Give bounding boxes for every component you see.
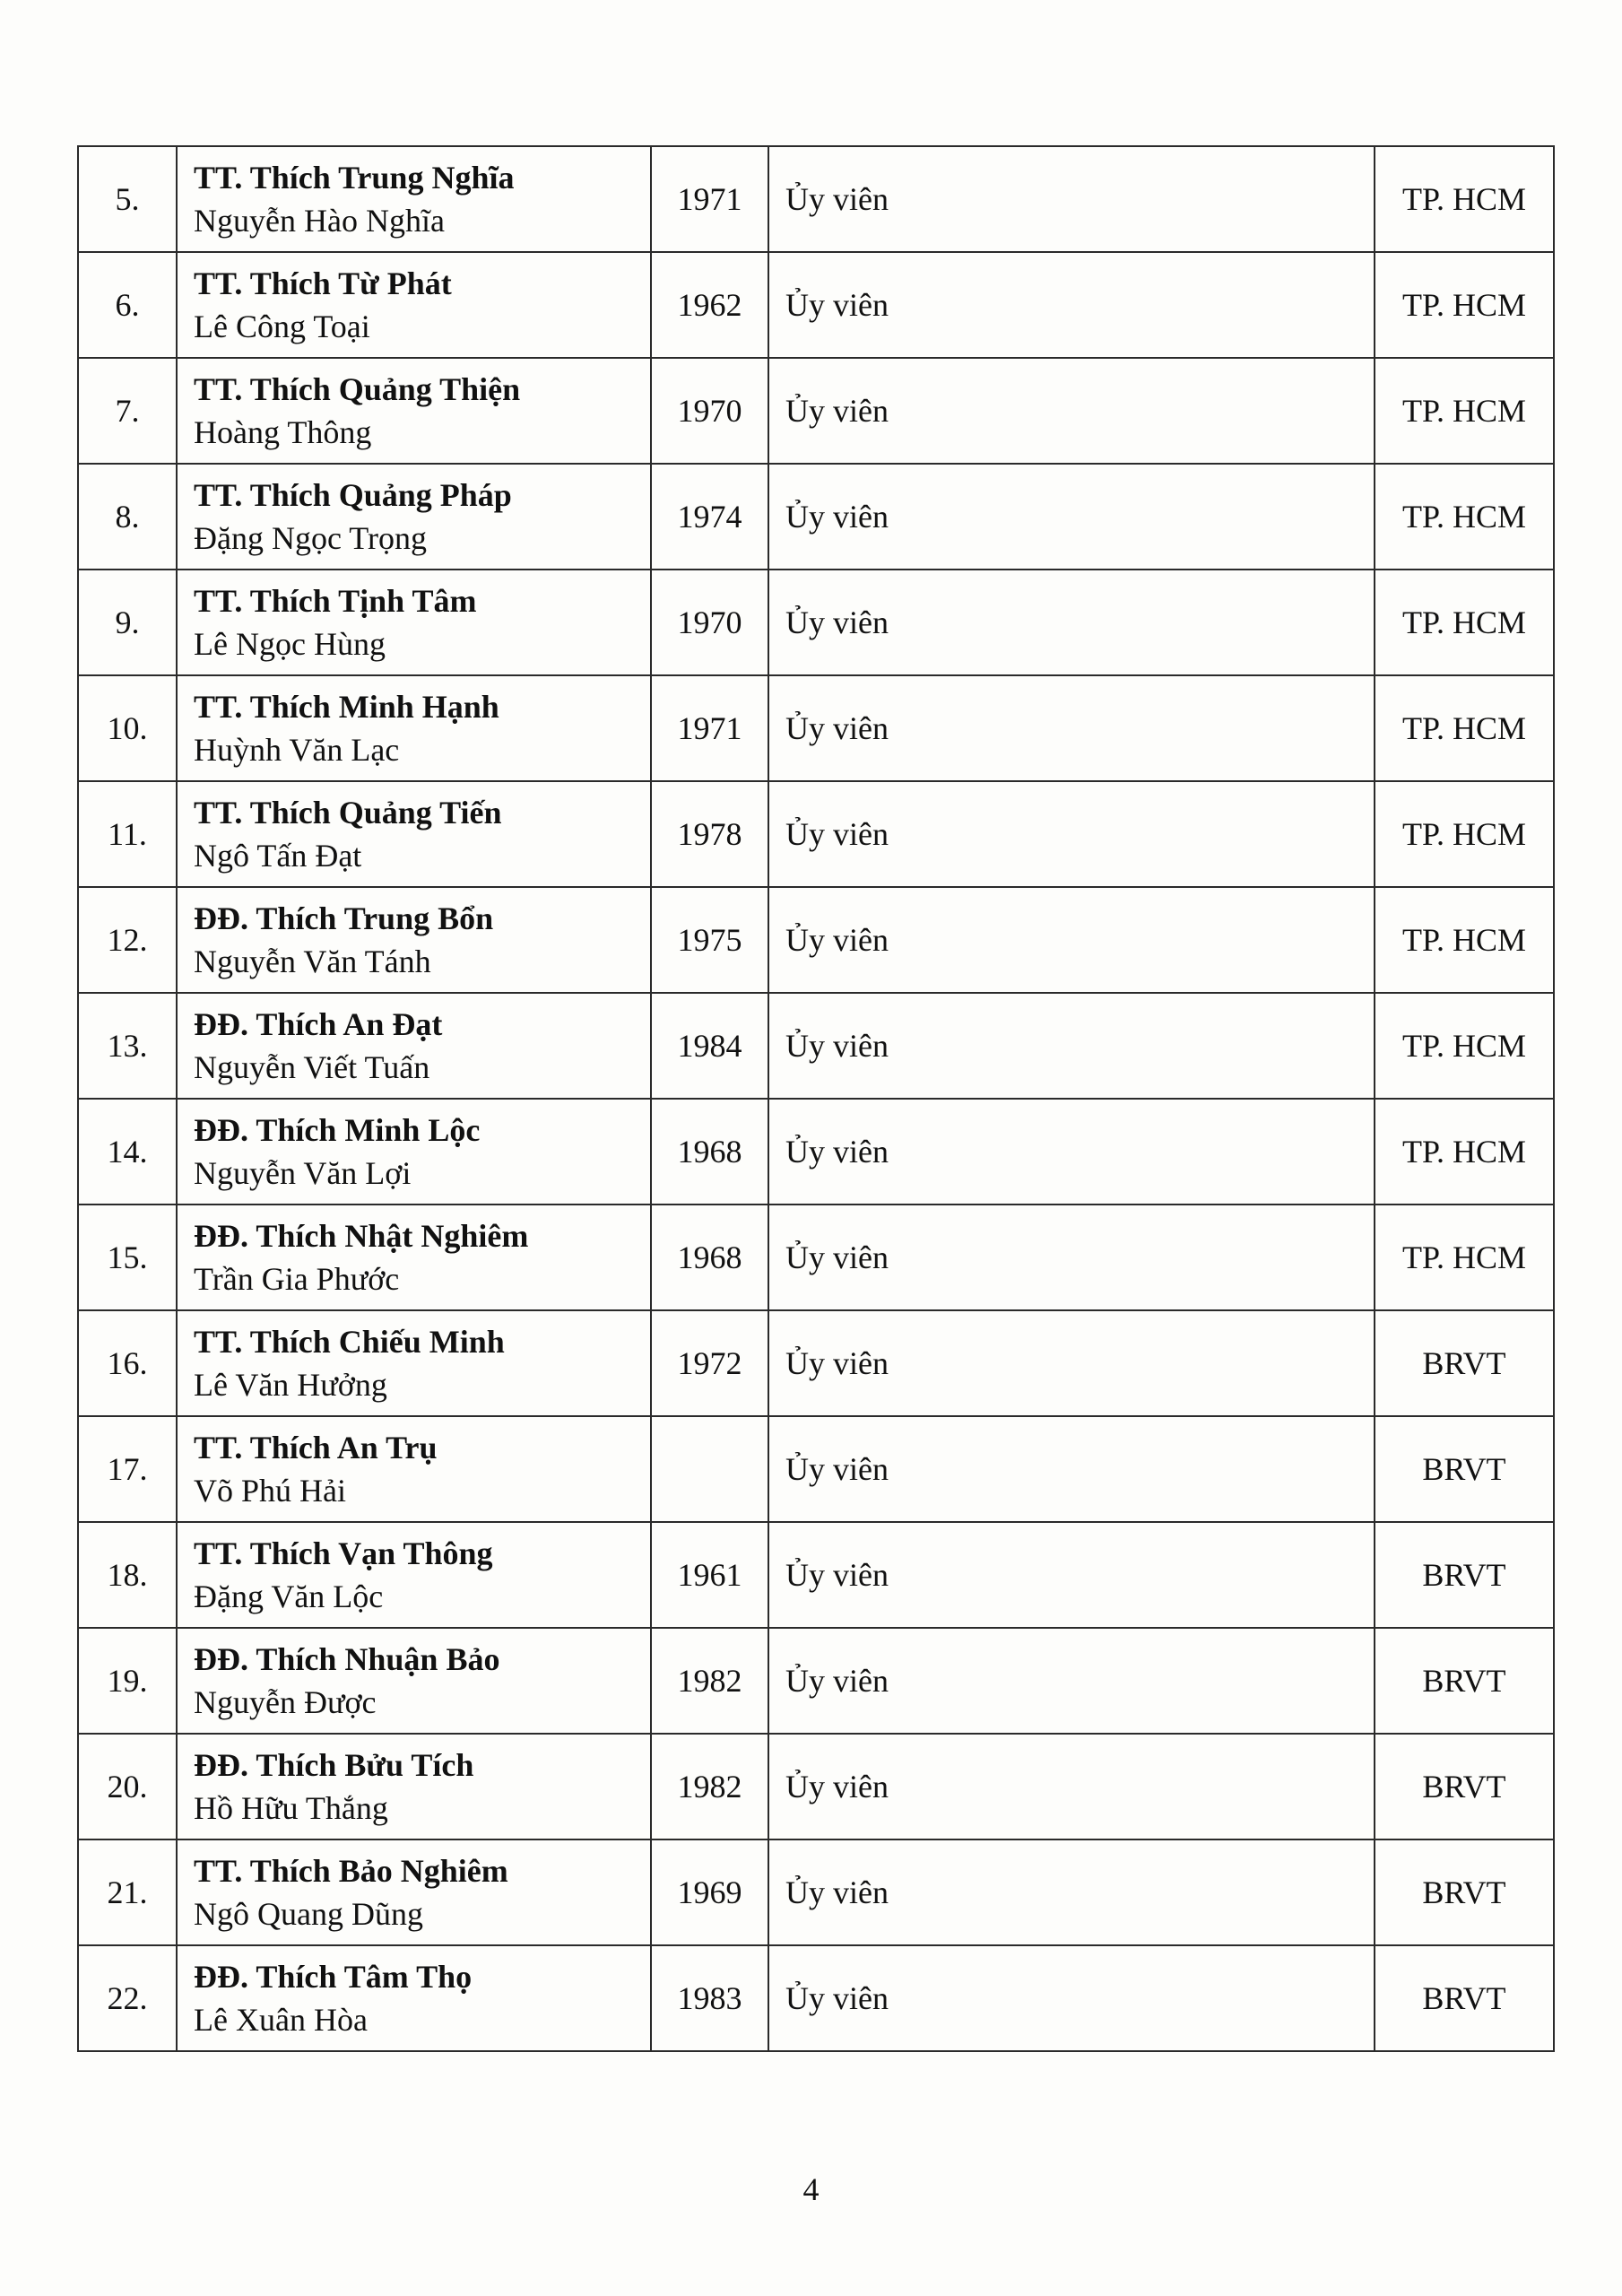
name-cell [177, 358, 651, 464]
name-cell [177, 1099, 651, 1205]
lay-name: Nguyễn Hào Nghĩa [194, 203, 445, 239]
name-cell [177, 146, 651, 252]
name-cell [177, 993, 651, 1099]
birth-year: 1982 [651, 1628, 768, 1734]
religious-name: ĐĐ. Thích Tâm Thọ [194, 1959, 473, 1995]
place-cell: TP. HCM [1375, 675, 1554, 781]
religious-name: ĐĐ. Thích Nhuận Bảo [194, 1641, 500, 1677]
place-cell: BRVT [1375, 1522, 1554, 1628]
place-cell: BRVT [1375, 1628, 1554, 1734]
table-row [78, 1945, 1554, 2051]
lay-name: Lê Công Toại [194, 309, 370, 344]
table-row [78, 1734, 1554, 1839]
name-cell [177, 1522, 651, 1628]
religious-name: ĐĐ. Thích Minh Lộc [194, 1112, 481, 1148]
table-row [78, 781, 1554, 887]
lay-name: Nguyễn Viết Tuấn [194, 1049, 430, 1085]
table-row [78, 993, 1554, 1099]
religious-name: TT. Thích Trung Nghĩa [194, 160, 515, 196]
lay-name: Đặng Ngọc Trọng [194, 520, 428, 556]
birth-year: 1978 [651, 781, 768, 887]
row-number: 22. [78, 1945, 177, 2051]
row-number: 15. [78, 1205, 177, 1310]
name-cell [177, 464, 651, 570]
birth-year: 1968 [651, 1205, 768, 1310]
lay-name: Ngô Quang Dũng [194, 1896, 423, 1932]
role-cell: Ủy viên [768, 887, 1375, 993]
place-cell: TP. HCM [1375, 252, 1554, 358]
role-cell: Ủy viên [768, 1839, 1375, 1945]
table-row [78, 1628, 1554, 1734]
place-cell: TP. HCM [1375, 887, 1554, 993]
religious-name: TT. Thích Chiếu Minh [194, 1324, 505, 1360]
religious-name: ĐĐ. Thích Bửu Tích [194, 1747, 474, 1783]
role-cell: Ủy viên [768, 1734, 1375, 1839]
row-number: 19. [78, 1628, 177, 1734]
role-cell: Ủy viên [768, 1205, 1375, 1310]
place-cell: BRVT [1375, 1945, 1554, 2051]
place-cell: TP. HCM [1375, 570, 1554, 675]
row-number: 13. [78, 993, 177, 1099]
lay-name: Nguyễn Văn Lợi [194, 1155, 412, 1191]
lay-name: Võ Phú Hải [194, 1473, 346, 1509]
role-cell: Ủy viên [768, 675, 1375, 781]
place-cell: TP. HCM [1375, 1099, 1554, 1205]
member-table-body [78, 146, 1554, 2051]
birth-year [651, 1416, 768, 1522]
row-number: 5. [78, 146, 177, 252]
table-row [78, 146, 1554, 252]
table-row [78, 358, 1554, 464]
role-cell: Ủy viên [768, 1310, 1375, 1416]
table-row [78, 1099, 1554, 1205]
row-number: 20. [78, 1734, 177, 1839]
table-row [78, 1839, 1554, 1945]
lay-name: Lê Văn Hưởng [194, 1367, 387, 1403]
name-cell [177, 1310, 651, 1416]
birth-year: 1971 [651, 146, 768, 252]
row-number: 18. [78, 1522, 177, 1628]
row-number: 7. [78, 358, 177, 464]
row-number: 9. [78, 570, 177, 675]
role-cell: Ủy viên [768, 1945, 1375, 2051]
religious-name: ĐĐ. Thích Trung Bổn [194, 900, 494, 936]
name-cell [177, 675, 651, 781]
row-number: 12. [78, 887, 177, 993]
table-row [78, 675, 1554, 781]
religious-name: TT. Thích Quảng Tiến [194, 795, 502, 831]
birth-year: 1969 [651, 1839, 768, 1945]
role-cell: Ủy viên [768, 1099, 1375, 1205]
lay-name: Hồ Hữu Thắng [194, 1790, 388, 1826]
page-number: 4 [802, 2171, 820, 2207]
role-cell: Ủy viên [768, 146, 1375, 252]
birth-year: 1970 [651, 358, 768, 464]
birth-year: 1984 [651, 993, 768, 1099]
table-row [78, 887, 1554, 993]
place-cell: BRVT [1375, 1416, 1554, 1522]
place-cell: BRVT [1375, 1310, 1554, 1416]
religious-name: TT. Thích Quảng Thiện [194, 371, 521, 407]
place-cell: BRVT [1375, 1839, 1554, 1945]
birth-year: 1970 [651, 570, 768, 675]
role-cell: Ủy viên [768, 1522, 1375, 1628]
name-cell [177, 1945, 651, 2051]
lay-name: Hoàng Thông [194, 414, 372, 450]
lay-name: Nguyễn Văn Tánh [194, 944, 431, 979]
birth-year: 1982 [651, 1734, 768, 1839]
row-number: 21. [78, 1839, 177, 1945]
table-row [78, 1416, 1554, 1522]
religious-name: ĐĐ. Thích An Đạt [194, 1006, 443, 1042]
birth-year: 1974 [651, 464, 768, 570]
name-cell [177, 781, 651, 887]
role-cell: Ủy viên [768, 252, 1375, 358]
religious-name: TT. Thích Vạn Thông [194, 1535, 493, 1571]
table-row [78, 252, 1554, 358]
religious-name: TT. Thích Bảo Nghiêm [194, 1853, 508, 1889]
lay-name: Nguyễn Được [194, 1684, 377, 1720]
place-cell: TP. HCM [1375, 146, 1554, 252]
place-cell: TP. HCM [1375, 464, 1554, 570]
place-cell: TP. HCM [1375, 993, 1554, 1099]
row-number: 10. [78, 675, 177, 781]
row-number: 17. [78, 1416, 177, 1522]
birth-year: 1972 [651, 1310, 768, 1416]
table-row [78, 570, 1554, 675]
role-cell: Ủy viên [768, 358, 1375, 464]
role-cell: Ủy viên [768, 993, 1375, 1099]
lay-name: Lê Xuân Hòa [194, 2002, 368, 2038]
birth-year: 1983 [651, 1945, 768, 2051]
role-cell: Ủy viên [768, 570, 1375, 675]
row-number: 11. [78, 781, 177, 887]
row-number: 14. [78, 1099, 177, 1205]
lay-name: Đặng Văn Lộc [194, 1578, 384, 1614]
lay-name: Ngô Tấn Đạt [194, 838, 362, 874]
lay-name: Huỳnh Văn Lạc [194, 732, 400, 768]
lay-name: Trần Gia Phước [194, 1261, 400, 1297]
birth-year: 1971 [651, 675, 768, 781]
row-number: 16. [78, 1310, 177, 1416]
role-cell: Ủy viên [768, 781, 1375, 887]
name-cell [177, 252, 651, 358]
place-cell: TP. HCM [1375, 358, 1554, 464]
religious-name: TT. Thích Từ Phát [194, 265, 452, 301]
name-cell [177, 1416, 651, 1522]
table-row [78, 1522, 1554, 1628]
name-cell [177, 570, 651, 675]
role-cell: Ủy viên [768, 1628, 1375, 1734]
name-cell [177, 1205, 651, 1310]
name-cell [177, 1839, 651, 1945]
row-number: 8. [78, 464, 177, 570]
birth-year: 1962 [651, 252, 768, 358]
religious-name: ĐĐ. Thích Nhật Nghiêm [194, 1218, 529, 1254]
name-cell [177, 887, 651, 993]
name-cell [177, 1628, 651, 1734]
religious-name: TT. Thích Minh Hạnh [194, 689, 499, 725]
table-row [78, 1205, 1554, 1310]
place-cell: TP. HCM [1375, 781, 1554, 887]
table-row [78, 1310, 1554, 1416]
birth-year: 1961 [651, 1522, 768, 1628]
birth-year: 1968 [651, 1099, 768, 1205]
religious-name: TT. Thích Quảng Pháp [194, 477, 512, 513]
lay-name: Lê Ngọc Hùng [194, 626, 386, 662]
religious-name: TT. Thích An Trụ [194, 1430, 438, 1465]
place-cell: TP. HCM [1375, 1205, 1554, 1310]
place-cell: BRVT [1375, 1734, 1554, 1839]
table-row [78, 464, 1554, 570]
name-cell [177, 1734, 651, 1839]
religious-name: TT. Thích Tịnh Tâm [194, 583, 477, 619]
role-cell: Ủy viên [768, 464, 1375, 570]
role-cell: Ủy viên [768, 1416, 1375, 1522]
member-table [77, 145, 1555, 2052]
row-number: 6. [78, 252, 177, 358]
birth-year: 1975 [651, 887, 768, 993]
